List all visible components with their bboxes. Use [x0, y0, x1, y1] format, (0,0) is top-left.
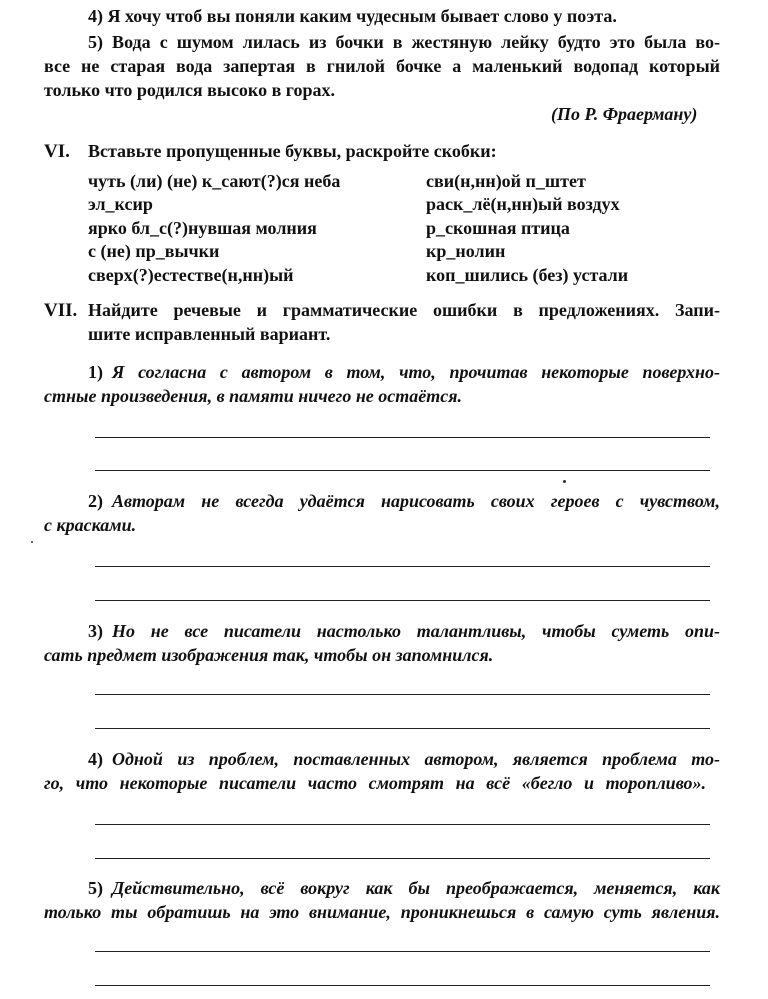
item-number: 3): [88, 621, 103, 641]
item-number: 4): [88, 749, 103, 769]
answer-line[interactable]: [95, 566, 710, 567]
left-item: сверх(?)естестве(н,нн)ый: [88, 265, 294, 285]
item-5-line-2: только ты обратишь на это внимание, проникнешься в самую суть явления.: [44, 902, 720, 922]
scan-speck: [31, 541, 33, 543]
answer-line[interactable]: [95, 824, 710, 825]
section-7-title-line-2: шите исправленный вариант.: [88, 324, 331, 344]
item-1-line-2: стные произведения, в памяти ничего не остаётся.: [44, 386, 463, 406]
answer-line[interactable]: [95, 694, 710, 695]
sentence-4: 4) Я хочу чтоб вы поняли каким чудесным бывает слово у поэта.: [88, 6, 617, 26]
item-number: 2): [88, 491, 103, 511]
right-item: раск_лё(н,нн)ый воздух: [426, 194, 620, 214]
left-item: с (не) пр_вычки: [88, 241, 220, 261]
left-item: ярко бл_с(?)нувшая молния: [88, 218, 317, 238]
answer-line[interactable]: [95, 437, 710, 438]
item-number: 1): [88, 362, 103, 382]
answer-line[interactable]: [95, 470, 710, 471]
answer-line[interactable]: [95, 600, 710, 601]
sentence-5-line-2: все не старая вода запертая в гнилой бочке а маленький водопад который: [44, 56, 720, 76]
sentence-5-line-1: 5) Вода с шумом лилась из бочки в жестяную лейку будто это была во-: [88, 32, 720, 52]
answer-line[interactable]: [95, 728, 710, 729]
item-4-line-2: го, что некоторые писатели часто смотрят на всё «бегло и торопливо».: [44, 773, 706, 793]
answer-line[interactable]: [95, 985, 710, 986]
item-2-line-1: Авторам не всегда удаётся нарисовать своих героев с чувством,: [112, 491, 720, 511]
item-3-line-2: сать предмет изображения так, чтобы он запомнился.: [44, 645, 494, 665]
section-6-title: Вставьте пропущенные буквы, раскройте скобки:: [88, 141, 497, 161]
right-item: р_скошная птица: [426, 218, 570, 238]
left-item: эл_ксир: [88, 194, 153, 214]
answer-line[interactable]: [95, 951, 710, 952]
item-5-line-1: Действительно, всё вокруг как бы преображается, меняется, как: [112, 878, 720, 898]
item-number: 5): [88, 878, 103, 898]
scan-speck: [563, 480, 566, 483]
attribution: (По Р. Фраерману): [551, 104, 698, 124]
right-item: сви(н,нн)ой п_штет: [426, 171, 586, 191]
section-7-number: VII.: [44, 300, 78, 321]
item-4-line-1: Одной из проблем, поставленных автором, является проблема то-: [112, 749, 720, 769]
right-item: кр_нолин: [426, 241, 506, 261]
section-7-title-line-1: Найдите речевые и грамматические ошибки в предложениях. Запи-: [88, 300, 720, 320]
answer-line[interactable]: [95, 858, 710, 859]
item-3-line-1: Но не все писатели настолько талантливы, чтобы суметь опи-: [112, 621, 720, 641]
item-2-line-2: с красками.: [44, 515, 137, 535]
sentence-5-line-3: только что родился высоко в горах.: [44, 80, 336, 100]
section-6-number: VI.: [44, 141, 70, 162]
left-item: чуть (ли) (не) к_сают(?)ся неба: [88, 171, 341, 191]
right-item: коп_шились (без) устали: [426, 265, 629, 285]
item-1-line-1: Я согласна с автором в том, что, прочитав некоторые поверхно-: [112, 362, 720, 382]
